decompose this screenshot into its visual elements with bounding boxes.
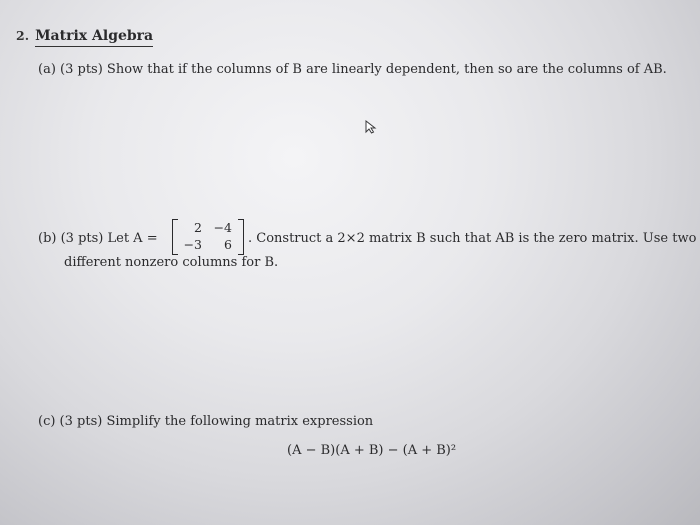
- part-c-expression: (A − B)(A + B) − (A + B)²: [287, 443, 457, 458]
- matrix-cell-2-1: −3: [183, 237, 202, 252]
- matrix-a: [170, 219, 246, 255]
- matrix-right-bracket: [238, 219, 244, 255]
- part-b-suffix: . Construct a 2×2 matrix B such that AB is the zero matrix. Use two: [248, 231, 697, 246]
- matrix-cell-2-2: 6: [224, 237, 232, 252]
- part-b-prefix: (b) (3 pts) Let A =: [38, 231, 158, 246]
- matrix-cell-1-1: 2: [194, 220, 202, 235]
- matrix-cell-1-2: −4: [213, 220, 232, 235]
- part-a-text: (a) (3 pts) Show that if the columns of B are linearly dependent, then so are the columns of AB.: [38, 62, 667, 77]
- problem-number: 2.: [16, 28, 30, 43]
- problem-header: [16, 28, 153, 47]
- mouse-pointer-icon: [364, 120, 378, 134]
- part-c-text: (c) (3 pts) Simplify the following matrix expression: [38, 414, 374, 429]
- part-b-line2: different nonzero columns for B.: [64, 255, 279, 270]
- problem-title: Matrix Algebra: [35, 28, 153, 47]
- matrix-left-bracket: [172, 219, 178, 255]
